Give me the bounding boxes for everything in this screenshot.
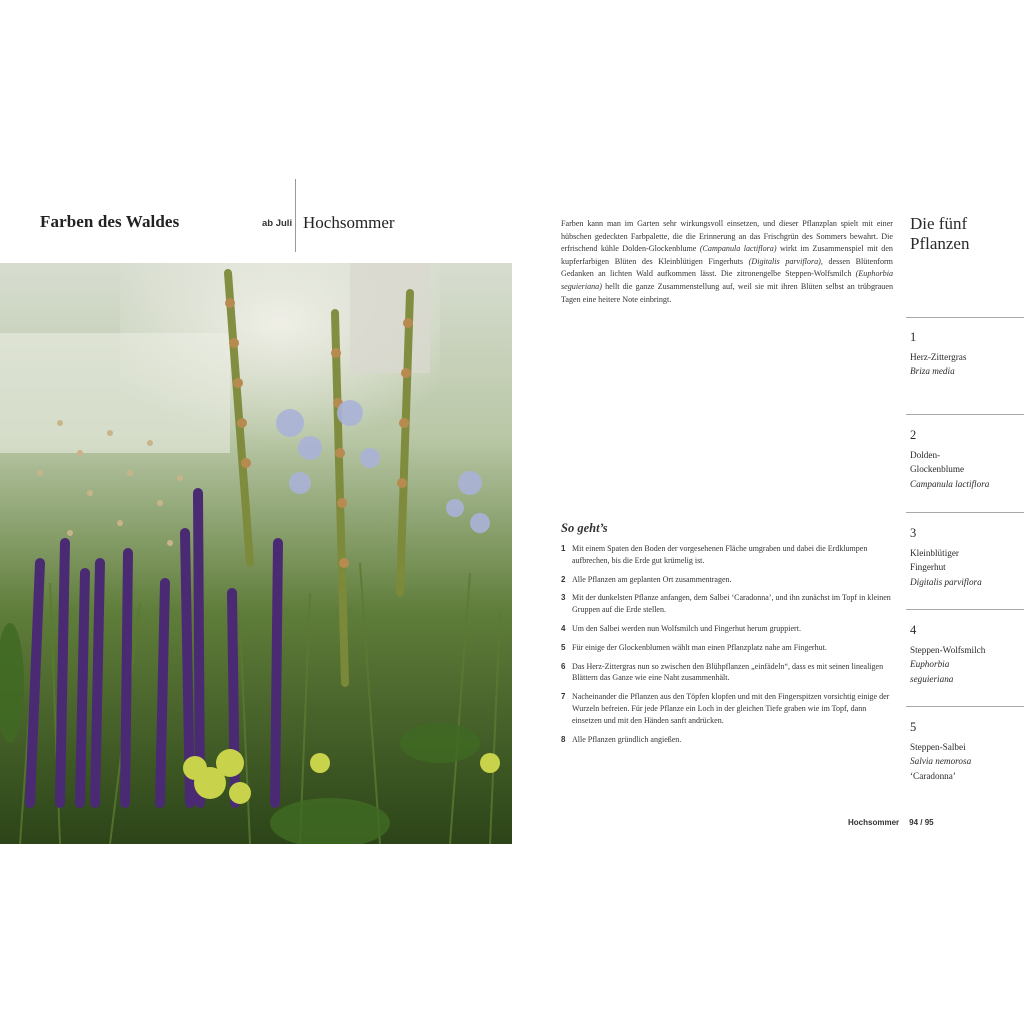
instructions-list bbox=[561, 543, 891, 752]
step-number: 4 bbox=[561, 623, 566, 633]
plant-item-4 bbox=[910, 623, 1024, 686]
plant-latin: Euphorbia seguieriana bbox=[910, 659, 954, 684]
plant-item-2 bbox=[910, 428, 1024, 491]
instructions-heading: So geht’s bbox=[561, 521, 608, 535]
intro-text: Farben kann man im Garten sehr wirkungsvoll einsetzen, und dieser Pflanzplan spielt mit einer hübschen gedeckten Farbpalette, die die Erinnerung an das Frischgrün des Sommers bewahrt. Die erfrischend kühle Dolden-Glockenblume bbox=[561, 219, 893, 254]
plant-divider bbox=[906, 512, 1024, 513]
step-text: Mit einem Spaten den Boden der vorgesehenen Fläche umgraben und dabei die Erdklumpen aufbrechen, bis die Erde gut krümelig ist. bbox=[572, 544, 868, 565]
step-number: 3 bbox=[561, 593, 566, 603]
plant-name: Herz-Zittergras bbox=[910, 351, 967, 362]
season-heading: Hochsommer bbox=[303, 213, 395, 232]
plant-variety: ‘Caradonna’ bbox=[910, 770, 956, 781]
plant-name: Steppen-Salbei bbox=[910, 741, 966, 752]
sidebar-title bbox=[910, 214, 1020, 254]
step-number: 8 bbox=[561, 734, 566, 744]
plant-number: 1 bbox=[910, 330, 917, 344]
plant-divider bbox=[906, 706, 1024, 707]
instruction-step bbox=[561, 592, 891, 616]
instruction-step bbox=[561, 574, 891, 586]
step-text: Das Herz-Zittergras nun so zwischen den Blühpflanzen „einfädeln“, dass es mit seinen linealigen Blättern das Ganze wie eine Naht zusammenhält. bbox=[572, 661, 884, 683]
step-number: 6 bbox=[561, 661, 566, 671]
instruction-step bbox=[561, 623, 891, 635]
intro-latin-name: (Euphorbia seguieriana) bbox=[561, 269, 893, 291]
sidebar-title-line1: Die fünf bbox=[910, 214, 968, 233]
sidebar-title-line2: Pflanzen bbox=[910, 234, 970, 253]
step-number: 1 bbox=[561, 544, 566, 553]
plant-name: Kleinblütiger Fingerhut bbox=[910, 547, 959, 573]
step-text: Mit der dunkelsten Pflanze anfangen, dem Salbei ‘Caradonna’, und ihn zunächst im Topf in kleinen Gruppen auf die Erde stellen. bbox=[572, 593, 891, 615]
plant-number: 4 bbox=[910, 623, 917, 637]
instruction-step bbox=[561, 543, 891, 567]
intro-latin-name: (Campanula lactiflora) bbox=[699, 244, 777, 254]
step-number: 5 bbox=[561, 642, 566, 652]
footer-section: Hochsommer bbox=[848, 818, 900, 827]
step-text: Für einige der Glockenblumen wählt man einen Pflanzplatz nahe am Fingerhut. bbox=[572, 642, 827, 652]
step-number: 7 bbox=[561, 692, 566, 702]
plant-name: Steppen-Wolfsmilch bbox=[910, 644, 986, 655]
plant-divider bbox=[906, 609, 1024, 610]
step-number: 2 bbox=[561, 574, 566, 584]
step-text: Alle Pflanzen am geplanten Ort zusammentragen. bbox=[572, 574, 732, 584]
page-title: Farben des Waldes bbox=[40, 212, 180, 231]
plant-latin: Campanula lactiflora bbox=[910, 478, 990, 489]
instruction-step bbox=[561, 691, 891, 726]
plant-item-5 bbox=[910, 720, 1024, 783]
season-tag: ab Juli bbox=[262, 218, 293, 229]
intro-text: dessen Blütenform Gedanken an lichten Wald aufkommen lässt. Die zitronengelbe Steppen-Wolfsmilch bbox=[561, 256, 893, 279]
intro-text: hellt die ganze Zusammenstellung auf, weil sie mit ihren Blüten selbst an trübgrauen Tagen eine heitere Note einbringt. bbox=[561, 281, 893, 304]
step-text: Alle Pflanzen gründlich angießen. bbox=[572, 734, 682, 744]
instruction-step bbox=[561, 661, 891, 685]
garden-photo bbox=[0, 263, 512, 844]
plant-item-3 bbox=[910, 526, 1024, 589]
page-numbers: 94 / 95 bbox=[909, 818, 934, 827]
instruction-step bbox=[561, 642, 891, 654]
intro-paragraph bbox=[561, 218, 893, 306]
plant-number: 3 bbox=[910, 526, 917, 540]
intro-latin-name: (Digitalis parviflora), bbox=[748, 256, 823, 266]
page-footer bbox=[848, 818, 934, 827]
plant-number: 2 bbox=[910, 428, 917, 442]
intro-text: wirkt im Zusammenspiel mit den kupferfarbigen Blüten des Kleinblütigen Fingerhuts bbox=[561, 244, 893, 266]
instruction-step bbox=[561, 734, 891, 746]
step-text: Nacheinander die Pflanzen aus den Töpfen klopfen und mit den Fingerspitzen vorsichtig einige der Wurzeln befreien. Für jede Pflanze ein Loch in der gleichen Tiefe graben wie im Topf, dann einsetzen und mit den Händen sanft andrücken. bbox=[572, 692, 890, 725]
step-text: Um den Salbei werden nun Wolfsmilch und Fingerhut herum gruppiert. bbox=[572, 623, 801, 633]
plant-divider bbox=[906, 414, 1024, 415]
plant-latin: Digitalis parviflora bbox=[910, 576, 982, 587]
plant-divider bbox=[906, 317, 1024, 318]
plant-name: Dolden-Glockenblume bbox=[910, 449, 965, 475]
plant-number: 5 bbox=[910, 720, 917, 734]
garden-photo-foxglove-salvia-icon bbox=[0, 263, 512, 844]
plant-latin: Salvia nemorosa bbox=[910, 756, 972, 767]
header-divider bbox=[295, 179, 296, 252]
plant-item-1 bbox=[910, 330, 1024, 379]
plant-latin: Briza media bbox=[910, 366, 955, 377]
